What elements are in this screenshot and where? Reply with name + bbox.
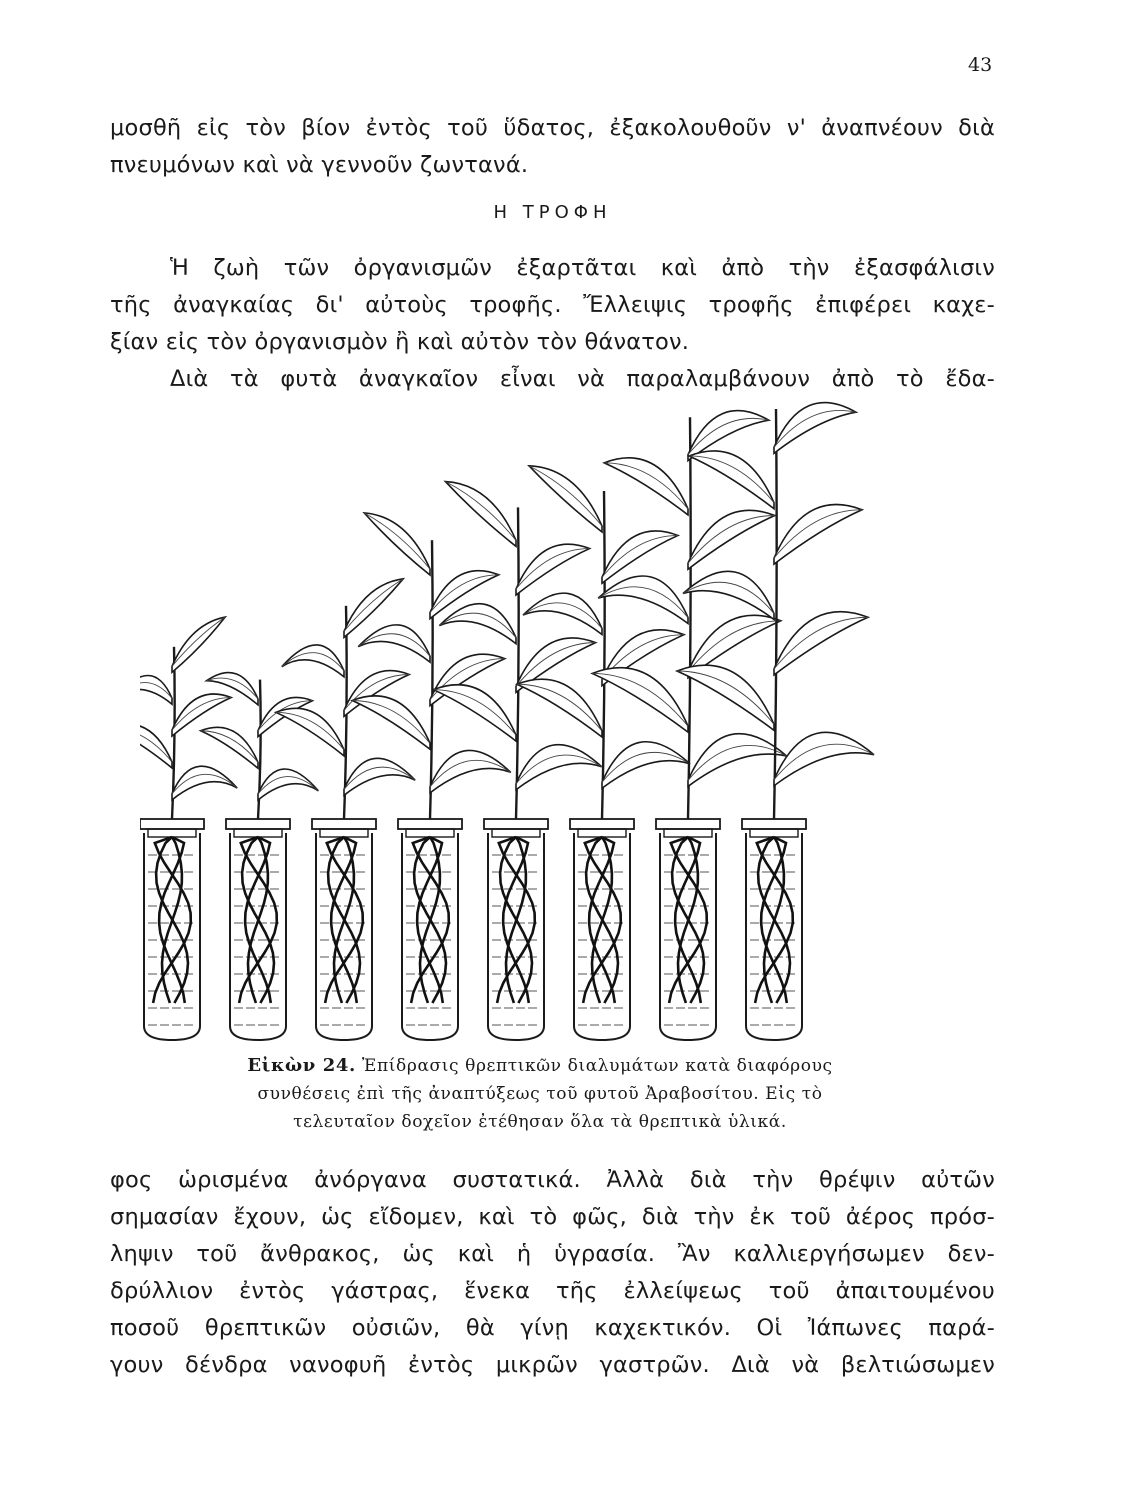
- tube-stopper: [226, 819, 290, 829]
- leaf: [523, 593, 602, 634]
- leaf: [688, 510, 775, 569]
- maize-tubes-illustration: [140, 385, 970, 1050]
- caption-line: [170, 1052, 910, 1080]
- leaf: [358, 625, 430, 662]
- text-line: ληψιν τοῦ ἄνθρακος, ὡς καὶ ἡ ὑγρασία. Ἂν καλλιεργήσωμεν δεν-: [110, 1241, 995, 1267]
- leaf: [598, 576, 688, 624]
- leaf: [516, 745, 602, 790]
- test-tube: [660, 833, 716, 1040]
- leaf: [774, 504, 862, 564]
- test-tube: [316, 833, 372, 1040]
- test-tube: [402, 833, 458, 1040]
- leaf: [689, 451, 774, 509]
- tube-cork: [406, 829, 454, 837]
- text-line: γουν δένδρα νανοφυῆ ἐντὸς μικρῶν γαστρῶν. Διὰ νὰ βελτιώσωμεν: [110, 1352, 995, 1378]
- leaf: [516, 544, 590, 595]
- leaf: [276, 708, 344, 756]
- stem: [602, 491, 605, 819]
- leaf: [344, 758, 415, 795]
- leaf: [439, 604, 516, 644]
- plant-tube-2: [201, 673, 319, 1040]
- tube-cork: [148, 829, 196, 837]
- leaf: [677, 665, 774, 730]
- paragraph-bottom: [110, 1162, 995, 1384]
- plant-tube-7: [592, 411, 787, 1040]
- text-line: σημασίαν ἔχουν, ὡς εἴδομεν, καὶ τὸ φῶς, διὰ τὴν ἐκ τοῦ ἀέρος πρόσ-: [110, 1204, 995, 1230]
- leaf: [774, 732, 874, 785]
- figure-24: [140, 385, 970, 1050]
- text-line: πνευμόνων καὶ νὰ γεννοῦν ζωντανά.: [110, 152, 529, 178]
- test-tube: [746, 833, 802, 1040]
- caption-line: συνθέσεις ἐπὶ τῆς ἀναπτύξεως τοῦ φυτοῦ Ἀραβοσίτου. Εἰς τὸ: [257, 1084, 823, 1104]
- test-tube: [230, 833, 286, 1040]
- leaf: [517, 679, 602, 737]
- text-line: φος ὡρισμένα ἀνόργανα συστατικά. Ἀλλὰ διὰ τὴν θρέψιν αὐτῶν: [110, 1167, 995, 1193]
- section-heading: Η ΤΡΟΦΗ: [493, 202, 612, 223]
- figure-label: Εἰκὼν 24.: [247, 1055, 356, 1076]
- leaf: [430, 750, 511, 792]
- caption-line: τελευταῖον δοχεῖον ἐτέθησαν ὅλα τὰ θρεπτικὰ ὑλικά.: [293, 1112, 787, 1132]
- tube-cork: [320, 829, 368, 837]
- leaf: [592, 668, 688, 732]
- text-line: τῆς ἀναγκαίας δι' αὐτοὺς τροφῆς. Ἔλλειψις τροφῆς ἐπιφέρει καχε-: [110, 292, 995, 318]
- tube-stopper: [398, 819, 462, 829]
- leaf: [140, 675, 172, 704]
- test-tube: [144, 833, 200, 1040]
- leaf: [172, 766, 237, 800]
- leaf: [688, 734, 787, 787]
- section-paragraph: [110, 250, 995, 398]
- tube-cork: [750, 829, 798, 837]
- leaf: [602, 742, 690, 788]
- test-tube: [488, 833, 544, 1040]
- tube-stopper: [742, 819, 806, 829]
- page-number: 43: [968, 54, 993, 76]
- leaf: [172, 617, 225, 672]
- leaf: [352, 696, 430, 749]
- text-line: μοσθῆ εἰς τὸν βίον ἐντὸς τοῦ ὕδατος, ἐξακολουθοῦν ν' ἀναπνέουν διὰ: [110, 115, 995, 141]
- paragraph-top: [110, 110, 995, 184]
- text-line: δρύλλιον ἐντὸς γάστρας, ἕνεκα τῆς ἐλλείψεως τοῦ ἀπαιτουμένου: [110, 1278, 995, 1304]
- tube-stopper: [570, 819, 634, 829]
- leaf: [683, 571, 774, 619]
- leaf: [445, 482, 516, 547]
- tube-stopper: [312, 819, 376, 829]
- tube-cork: [578, 829, 626, 837]
- leaf: [364, 513, 430, 575]
- leaf: [433, 685, 516, 741]
- plant-tube-8: [677, 403, 874, 1040]
- tube-cork: [664, 829, 712, 837]
- leaf: [201, 727, 258, 768]
- leaf: [774, 612, 868, 675]
- leaf: [604, 458, 688, 515]
- tube-stopper: [140, 819, 204, 829]
- caption-text: Ἐπίδρασις θρεπτικῶν διαλυμάτων κατὰ διαφόρους: [361, 1056, 833, 1076]
- tube-cork: [234, 829, 282, 837]
- plant-tube-3: [276, 579, 415, 1040]
- tube-stopper: [656, 819, 720, 829]
- text-line: Διὰ τὰ φυτὰ ἀναγκαῖον εἶναι νὰ παραλαμβάνουν ἀπὸ τὸ ἔδα-: [170, 366, 995, 392]
- figure-caption: [170, 1052, 910, 1136]
- text-line: ξίαν εἰς τὸν ὀργανισμὸν ἢ καὶ αὐτὸν τὸν θάνατον.: [110, 329, 690, 355]
- stem: [516, 507, 519, 819]
- test-tube: [574, 833, 630, 1040]
- stem: [430, 540, 433, 819]
- text-line: ποσοῦ θρεπτικῶν οὐσιῶν, θὰ γίνῃ καχεκτικόν. Οἱ Ἰάπωνες παρά-: [110, 1315, 995, 1341]
- tube-stopper: [484, 819, 548, 829]
- tube-cork: [492, 829, 540, 837]
- text-line: Ἡ ζωὴ τῶν ὀργανισμῶν ἐξαρτᾶται καὶ ἀπὸ τὴν ἐξασφάλισιν: [170, 255, 995, 281]
- leaf: [529, 466, 602, 532]
